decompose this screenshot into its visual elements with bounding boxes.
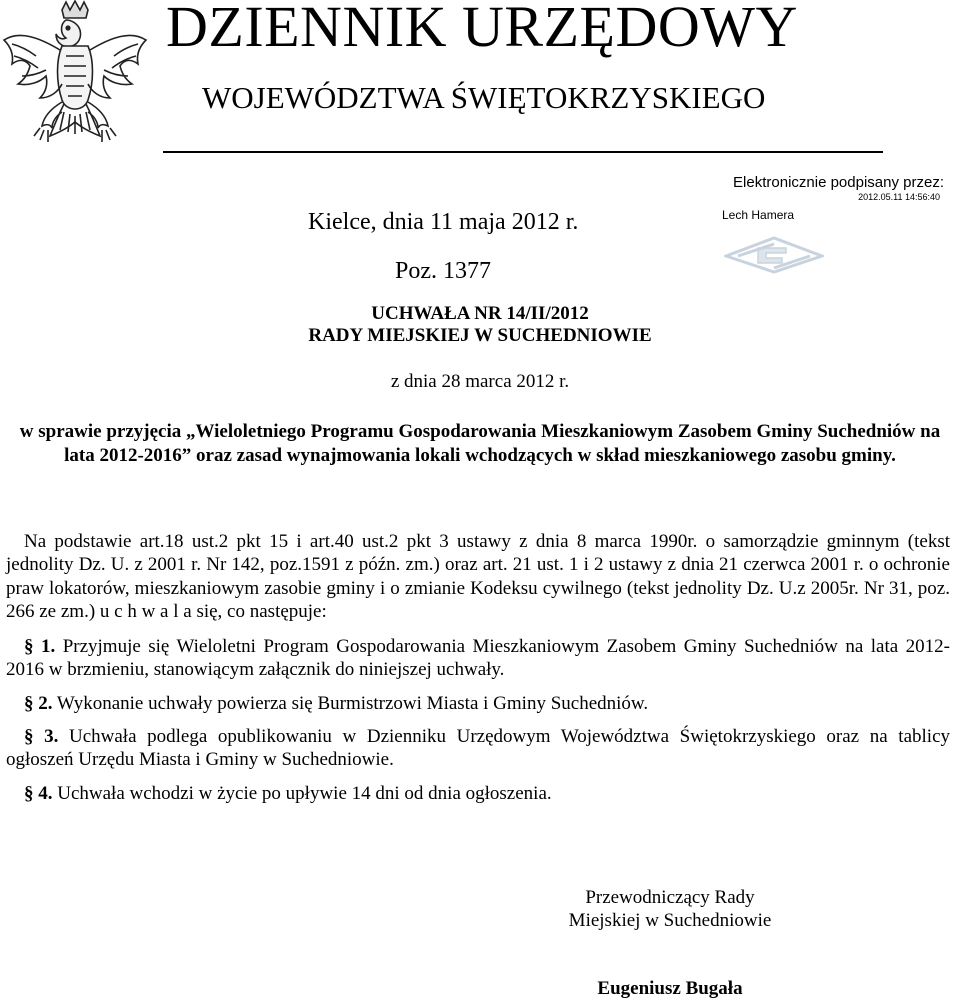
- paragraph-2: [6, 692, 950, 715]
- masthead-title: DZIENNIK URZĘDOWY: [166, 0, 798, 59]
- paragraph-number: § 1.: [24, 636, 56, 658]
- chair-title: [540, 886, 800, 932]
- resolution-body: [6, 530, 950, 815]
- publication-city-date: Kielce, dnia 11 maja 2012 r.: [308, 209, 579, 235]
- paragraph-3: [6, 725, 950, 772]
- eagle-emblem-icon: [0, 0, 150, 160]
- chair-name: Eugeniusz Bugała: [597, 978, 743, 999]
- signature-label: Elektronicznie podpisany przez:: [733, 174, 944, 191]
- paragraph-1: [6, 635, 950, 682]
- paragraph-number: § 4.: [24, 782, 53, 804]
- paragraph-text: Przyjmuje się Wieloletni Program Gospodarowania Mieszkaniowym Zasobem Gminy Suchedniów na lata 2012-2016 w brzmieniu, stanowiącym załącznik do niniejszej uchwały.: [6, 636, 950, 681]
- council-name: RADY MIEJSKIEJ W SUCHEDNIOWIE: [308, 325, 652, 346]
- resolution-number: UCHWAŁA NR 14/II/2012: [371, 303, 589, 324]
- publication-position: Poz. 1377: [395, 258, 491, 284]
- signature-seal-icon: [724, 236, 824, 274]
- chair-title-line-2: Miejskiej w Suchedniowie: [568, 910, 772, 931]
- resolution-date: z dnia 28 marca 2012 r.: [390, 371, 570, 392]
- paragraph-text: Uchwała podlega opublikowaniu w Dzienniku Urzędowym Województwa Świętokrzyskiego oraz na tablicy ogłoszeń Urzędu Miasta i Gminy w Suchedniowie.: [6, 726, 951, 771]
- paragraph-number: § 3.: [24, 726, 59, 748]
- preamble: Na podstawie art.18 ust.2 pkt 15 i art.40 ust.2 pkt 3 ustawy z dnia 8 marca 1990r. o samorządzie gminnym (tekst jednolity Dz. U. z 2001 r. Nr 142, poz.1591 z późn. zm.) oraz art. 21 ust. 1 i 2 ustawy z dnia 21 czerwca 2001 r. o ochronie praw lokatorów, mieszkaniowym zasobie gminy i o zmianie Kodeksu cywilnego (tekst jednolity Dz. U.z 2005r. Nr 31, poz. 266 ze zm.) u c h w a l a się, co następuje:: [6, 531, 950, 622]
- chair-title-line-1: Przewodniczący Rady: [585, 887, 755, 908]
- paragraph-number: § 2.: [24, 692, 53, 714]
- paragraph-text: Uchwała wchodzi w życie po upływie 14 dni od dnia ogłoszenia.: [52, 782, 552, 804]
- voivodeship-subtitle: WOJEWÓDZTWA ŚWIĘTOKRZYSKIEGO: [202, 80, 766, 115]
- paragraph-text: Wykonanie uchwały powierza się Burmistrzowi Miasta i Gminy Suchedniów.: [52, 692, 649, 714]
- signature-timestamp: 2012.05.11 14:56:40: [858, 192, 940, 202]
- signature-signer: Lech Hamera: [722, 208, 795, 222]
- masthead-divider: [163, 151, 883, 153]
- paragraph-4: [6, 782, 950, 805]
- resolution-subject: w sprawie przyjęcia „Wieloletniego Programu Gospodarowania Mieszkaniowym Zasobem Gminy Suchedniów na lata 2012-2016” oraz zasad wynajmowania lokali wchodzących w skład mieszkaniowego zasobu gminy.: [19, 421, 941, 466]
